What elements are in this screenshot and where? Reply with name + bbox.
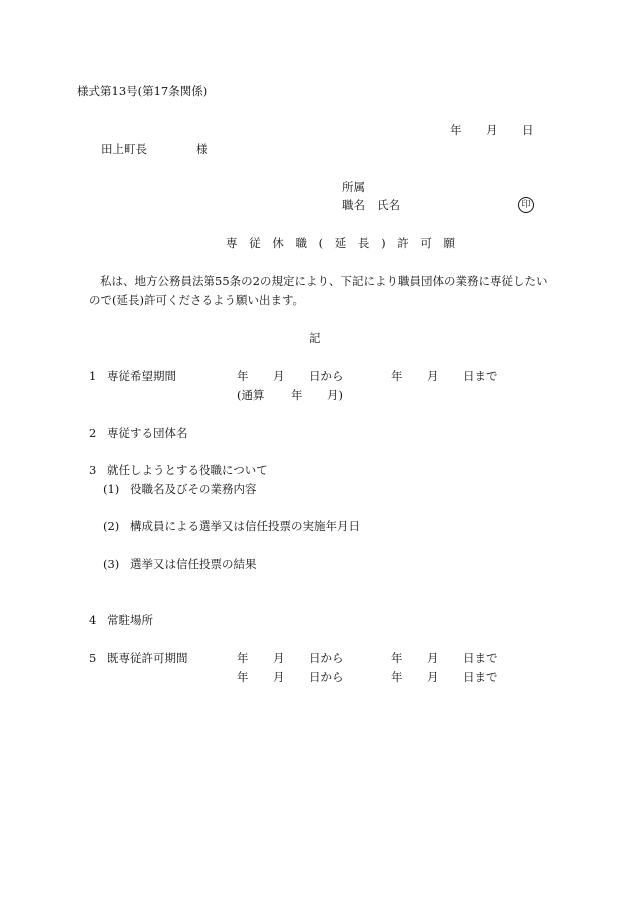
to-day: 日まで <box>463 369 498 383</box>
to-month: 月 <box>427 670 439 684</box>
date-month: 月 <box>486 123 498 137</box>
addressee-name: 田上町長 <box>101 142 147 156</box>
addressee-honorific: 様 <box>196 142 208 156</box>
from-day: 日から <box>309 670 344 684</box>
to-year: 年 <box>391 670 403 684</box>
from-month: 月 <box>273 651 285 665</box>
sub-item-label: 選挙又は信任投票の結果 <box>130 557 257 571</box>
total-year: 年 <box>291 388 303 402</box>
position-label: 職名 <box>342 198 365 212</box>
to-month: 月 <box>427 651 439 665</box>
seal-mark: 印 <box>518 197 534 213</box>
from-year: 年 <box>237 651 249 665</box>
total-open: (通算 <box>237 388 265 402</box>
date-year: 年 <box>450 123 462 137</box>
sub-item-number: (1) <box>103 482 120 496</box>
ki-heading: 記 <box>309 331 321 345</box>
from-year: 年 <box>237 369 249 383</box>
item-number: 3 <box>89 463 97 477</box>
from-month: 月 <box>273 369 285 383</box>
item-label: 既専従許可期間 <box>107 651 188 665</box>
sub-item-number: (3) <box>103 557 120 571</box>
to-day: 日まで <box>463 670 498 684</box>
item-number: 5 <box>89 651 97 665</box>
to-year: 年 <box>391 369 403 383</box>
sub-item-label: 構成員による選挙又は信任投票の実施年月日 <box>130 519 360 533</box>
item-label: 常駐場所 <box>107 613 153 627</box>
body-line-2: ので(延長)許可くださるよう願い出ます。 <box>89 293 305 307</box>
item-number: 2 <box>89 426 97 440</box>
to-month: 月 <box>427 369 439 383</box>
item-label: 専従希望期間 <box>107 369 176 383</box>
from-year: 年 <box>237 670 249 684</box>
from-day: 日から <box>309 369 344 383</box>
sub-item-label: 役職名及びその業務内容 <box>130 482 257 496</box>
affiliation-label: 所属 <box>342 180 365 194</box>
sub-item-number: (2) <box>103 519 120 533</box>
form-number: 様式第13号(第17条関係) <box>77 84 208 98</box>
date-day: 日 <box>522 123 534 137</box>
total-month: 月) <box>327 388 343 402</box>
document-title: 専 従 休 職 ( 延 長 ) 許 可 願 <box>226 236 460 250</box>
to-year: 年 <box>391 651 403 665</box>
name-label: 氏名 <box>377 198 400 212</box>
item-number: 1 <box>89 369 97 383</box>
body-line-1: 私は、地方公務員法第55条の2の規定により、下記により職員団体の業務に専従したい <box>100 274 548 288</box>
item-number: 4 <box>89 613 97 627</box>
to-day: 日まで <box>463 651 498 665</box>
item-label: 就任しようとする役職について <box>107 463 268 477</box>
from-day: 日から <box>309 651 344 665</box>
from-month: 月 <box>273 670 285 684</box>
item-label: 専従する団体名 <box>107 426 188 440</box>
